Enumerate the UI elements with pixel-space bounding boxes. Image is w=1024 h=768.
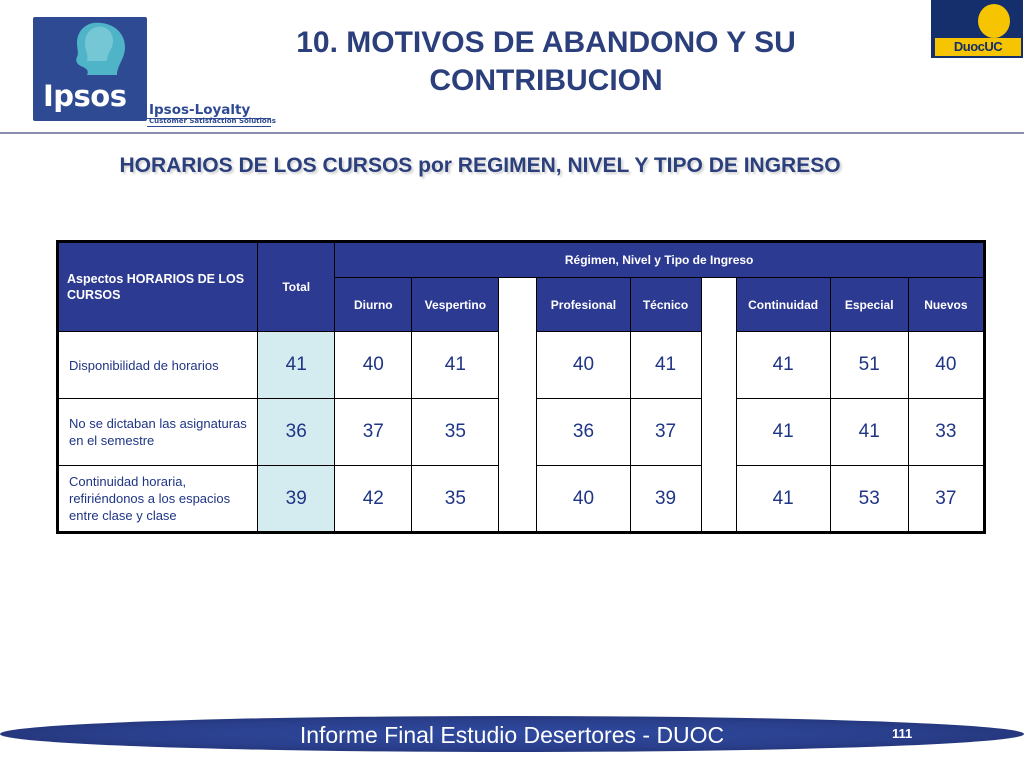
row-label: Continuidad horaria, refiriéndonos a los espacios entre clase y clase [58,466,258,533]
divider [147,126,271,127]
table-cell: 40 [335,332,412,399]
data-table [56,240,986,534]
table-cell: 37 [335,399,412,466]
table-cell: 33 [908,399,984,466]
section-subtitle: HORARIOS DE LOS CURSOS por REGIMEN, NIVEL Y TIPO DE INGRESO [119,154,841,177]
column-header: Especial [830,278,908,332]
total-header-cell: Total [258,242,335,332]
spacer-column [701,278,736,533]
ipsos-logo [33,17,147,121]
row-label: Disponibilidad de horarios [58,332,258,399]
table-cell: 35 [412,466,499,533]
column-header: Diurno [335,278,412,332]
table-cell: 41 [630,332,701,399]
ipsos-loyalty-label: Ipsos-Loyalty [149,102,251,118]
table-cell: 51 [830,332,908,399]
column-header: Técnico [630,278,701,332]
column-header: Nuevos [908,278,984,332]
table-cell: 41 [412,332,499,399]
ipsos-wordmark: Ipsos [43,79,127,113]
total-cell: 41 [258,332,335,399]
duoc-wordmark: DuocUC [935,38,1021,56]
group-header-cell: Régimen, Nivel y Tipo de Ingreso [335,242,985,278]
table-cell: 40 [908,332,984,399]
ipsos-loyalty-tagline: Customer Satisfaction Solutions [149,117,276,125]
duoc-logo [931,0,1023,58]
column-header: Profesional [537,278,630,332]
table-cell: 41 [736,466,830,533]
total-cell: 36 [258,399,335,466]
row-header-cell: Aspectos HORARIOS DE LOS CURSOS [58,242,258,332]
table-cell: 40 [537,332,630,399]
table-cell: 35 [412,399,499,466]
page-number: 111 [892,726,913,741]
table-cell: 41 [830,399,908,466]
row-label: No se dictaban las asignaturas en el semestre [58,399,258,466]
column-header: Continuidad [736,278,830,332]
table-cell: 37 [908,466,984,533]
table-cell: 37 [630,399,701,466]
table-cell: 53 [830,466,908,533]
table-cell: 42 [335,466,412,533]
table-cell: 36 [537,399,630,466]
table-cell: 39 [630,466,701,533]
header-divider [0,132,1024,134]
total-cell: 39 [258,466,335,533]
spacer-column [499,278,537,533]
page-title: 10. MOTIVOS DE ABANDONO Y SU CONTRIBUCION [296,26,796,97]
footer-title: Informe Final Estudio Desertores - DUOC [299,722,725,748]
table-cell: 40 [537,466,630,533]
column-header: Vespertino [412,278,499,332]
duoc-emblem-icon [976,2,1012,40]
table-cell: 41 [736,399,830,466]
table-cell: 41 [736,332,830,399]
